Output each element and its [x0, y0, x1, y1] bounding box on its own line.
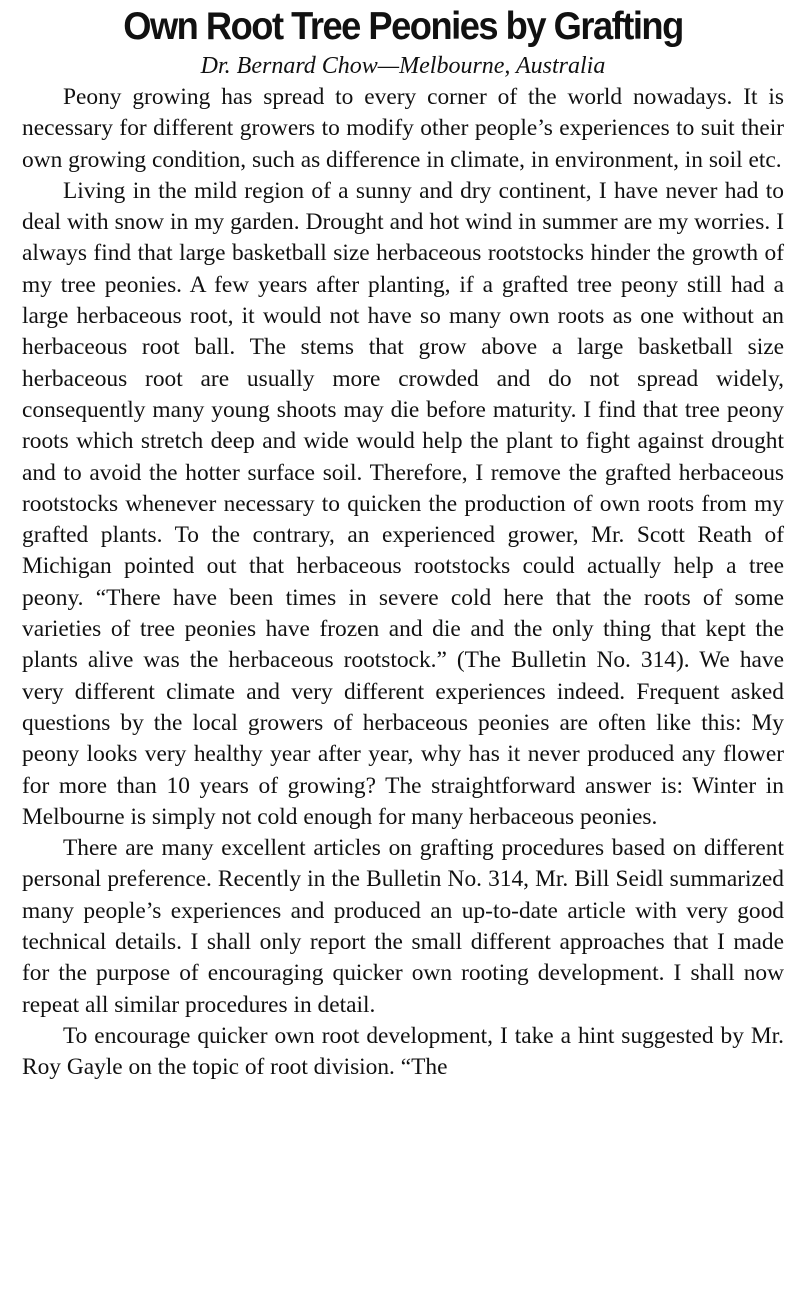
paragraph-3: There are many excellent articles on grafting procedures based on different personal preference. Recently in the Bulletin No. 314, Mr. Bill Seidl summarized many people’s experiences and produced an up-to-date article with very good technical details. I shall only report the small different approaches that I made for the purpose of encouraging quicker own rooting development. I shall now repeat all similar procedures in detail.	[22, 835, 784, 1018]
paragraph-4: To encourage quicker own root development, I take a hint suggested by Mr. Roy Gayle on the topic of root division. “The	[22, 1022, 784, 1081]
article-title: Own Root Tree Peonies by Grafting	[123, 5, 683, 48]
paragraph-1: Peony growing has spread to every corner of the world nowadays. It is necessary for different growers to modify other people’s experiences to suit their own growing condition, such as difference in climate, in environment, in soil etc.	[22, 84, 784, 173]
article-byline: Dr. Bernard Chow—Melbourne, Australia	[200, 53, 606, 79]
article-page	[22, 4, 784, 1084]
paragraph-2: Living in the mild region of a sunny and dry continent, I have never had to deal with snow in my garden. Drought and hot wind in summer are my worries. I always find that large basketball size herbaceous rootstocks hinder the growth of my tree peonies. A few years after planting, if a grafted tree peony still had a large herbaceous root, it would not have so many own roots as one without an herbaceous root ball. The stems that grow above a large basketball size herbaceous root are usually more crowded and do not spread widely, consequently many young shoots may die before maturity. I find that tree peony roots which stretch deep and wide would help the plant to fight against drought and to avoid the hotter surface soil. Therefore, I remove the grafted herbaceous rootstocks whenever necessary to quicken the production of own roots from my grafted plants. To the contrary, an experienced grower, Mr. Scott Reath of Michigan pointed out that herbaceous rootstocks could actually help a tree peony. “There have been times in severe cold here that the roots of some varieties of tree peonies have frozen and die and the only thing that kept the plants alive was the herbaceous rootstock.” (The Bulletin No. 314). We have very different climate and very different experiences indeed. Frequent asked questions by the local growers of herbaceous peonies are often like this: My peony looks very healthy year after year, why has it never produced any flower for more than 10 years of growing? The straightforward answer is: Winter in Melbourne is simply not cold enough for many herbaceous peonies.	[22, 177, 784, 830]
